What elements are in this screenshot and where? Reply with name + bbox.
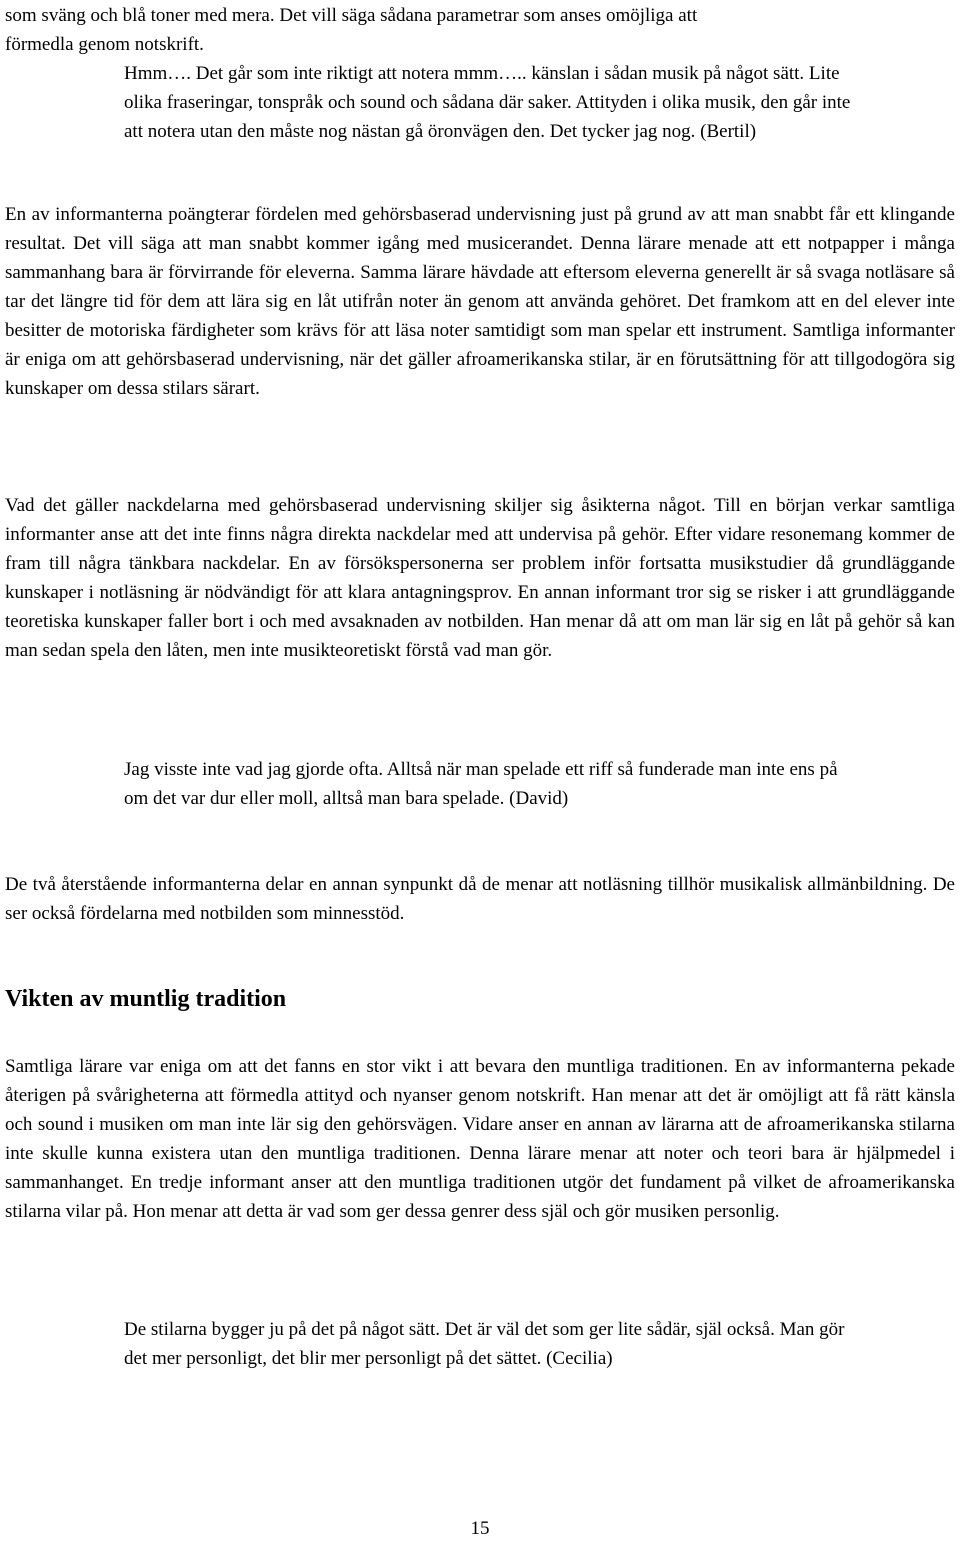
page-number: 15 bbox=[470, 1518, 490, 1539]
continuation-line-1: som sväng och blå toner med mera. Det vill säga sådana parametrar som anses omöjliga att bbox=[5, 5, 698, 26]
paragraph-disadvantages: Vad det gäller nackdelarna med gehörsbaserad undervisning skiljer sig åsikterna något. Till en början verkar samtliga informanter anse att det inte finns några direkta nackdelar med att undervisa på gehör. Efter vidare resonemang kommer de fram till några tänkbara nackdelar. En av försökspersonerna ser problem inför fortsatta musikstudier då grundläggande kunskaper i notläsning är nödvändigt för att klara antagningsprov. En annan informant tror sig se risker i att grundläggande teoretiska kunskaper faller bort i och med avsaknaden av notbilden. Han menar då att om man lär sig en låt på gehör så kan man sedan spela den låten, men inte musikteoretiskt förstå vad man gör. bbox=[5, 495, 955, 661]
quote-cecilia: De stilarna bygger ju på det på något sätt. Det är väl det som ger lite sådär, själ också. Man gör det mer personligt, det blir mer personligt på det sättet. (Cecilia) bbox=[124, 1319, 845, 1369]
paragraph-oral-tradition: Samtliga lärare var eniga om att det fanns en stor vikt i att bevara den muntliga traditionen. En av informanterna pekade återigen på svårigheterna att förmedla attityd och nyanser genom notskrift. Han menar att det är omöjligt att få rätt känsla och sound i musiken om man inte lär sig den gehörsvägen. Vidare anser en annan av lärarna att de afroamerikanska stilarna inte skulle kunna existera utan den muntliga traditionen. Denna lärare menar att noter och teori bara är hjälpmedel i sammanhanget. En tredje informant anser att den muntliga traditionen utgör det fundament på vilket de afroamerikanska stilarna vilar på. Hon menar att detta är vad som ger dessa genrer dess själ och gör musiken personlig. bbox=[5, 1056, 955, 1222]
section-heading: Vikten av muntlig tradition bbox=[5, 986, 287, 1012]
quote-david: Jag visste inte vad jag gjorde ofta. Alltså när man spelade ett riff så funderade man inte ens på om det var dur eller moll, alltså man bara spelade. (David) bbox=[124, 759, 838, 809]
paragraph-advantages: En av informanterna poängterar fördelen med gehörsbaserad undervisning just på grund av att man snabbt får ett klingande resultat. Det vill säga att man snabbt kommer igång med musicerandet. Denna lärare menade att ett notpapper i många sammanhang bara är förvirrande för eleverna. Samma lärare hävdade att eftersom eleverna generellt är så svaga notläsare så tar det längre tid för dem att lära sig en låt utifrån noter än genom att använda gehöret. Det framkom att en del elever inte besitter de motoriska färdigheter som krävs för att läsa noter samtidigt som man spelar ett instrument. Samtliga informanter är eniga om att gehörsbaserad undervisning, när det gäller afroamerikanska stilar, är en förutsättning för att tillgodogöra sig kunskaper om dessa stilars särart. bbox=[5, 204, 955, 399]
continuation-line-2: förmedla genom notskrift. bbox=[5, 34, 204, 55]
quote-bertil: Hmm…. Det går som inte riktigt att notera mmm….. känslan i sådan musik på något sätt. Lite olika fraseringar, tonspråk och sound och sådana där saker. Attityden i olika musik, den går inte att notera utan den måste nog nästan gå öronvägen den. Det tycker jag nog. (Bertil) bbox=[124, 63, 851, 142]
paragraph-remaining-informants: De två återstående informanterna delar en annan synpunkt då de menar att notläsning tillhör musikalisk allmänbildning. De ser också fördelarna med notbilden som minnesstöd. bbox=[5, 874, 955, 924]
